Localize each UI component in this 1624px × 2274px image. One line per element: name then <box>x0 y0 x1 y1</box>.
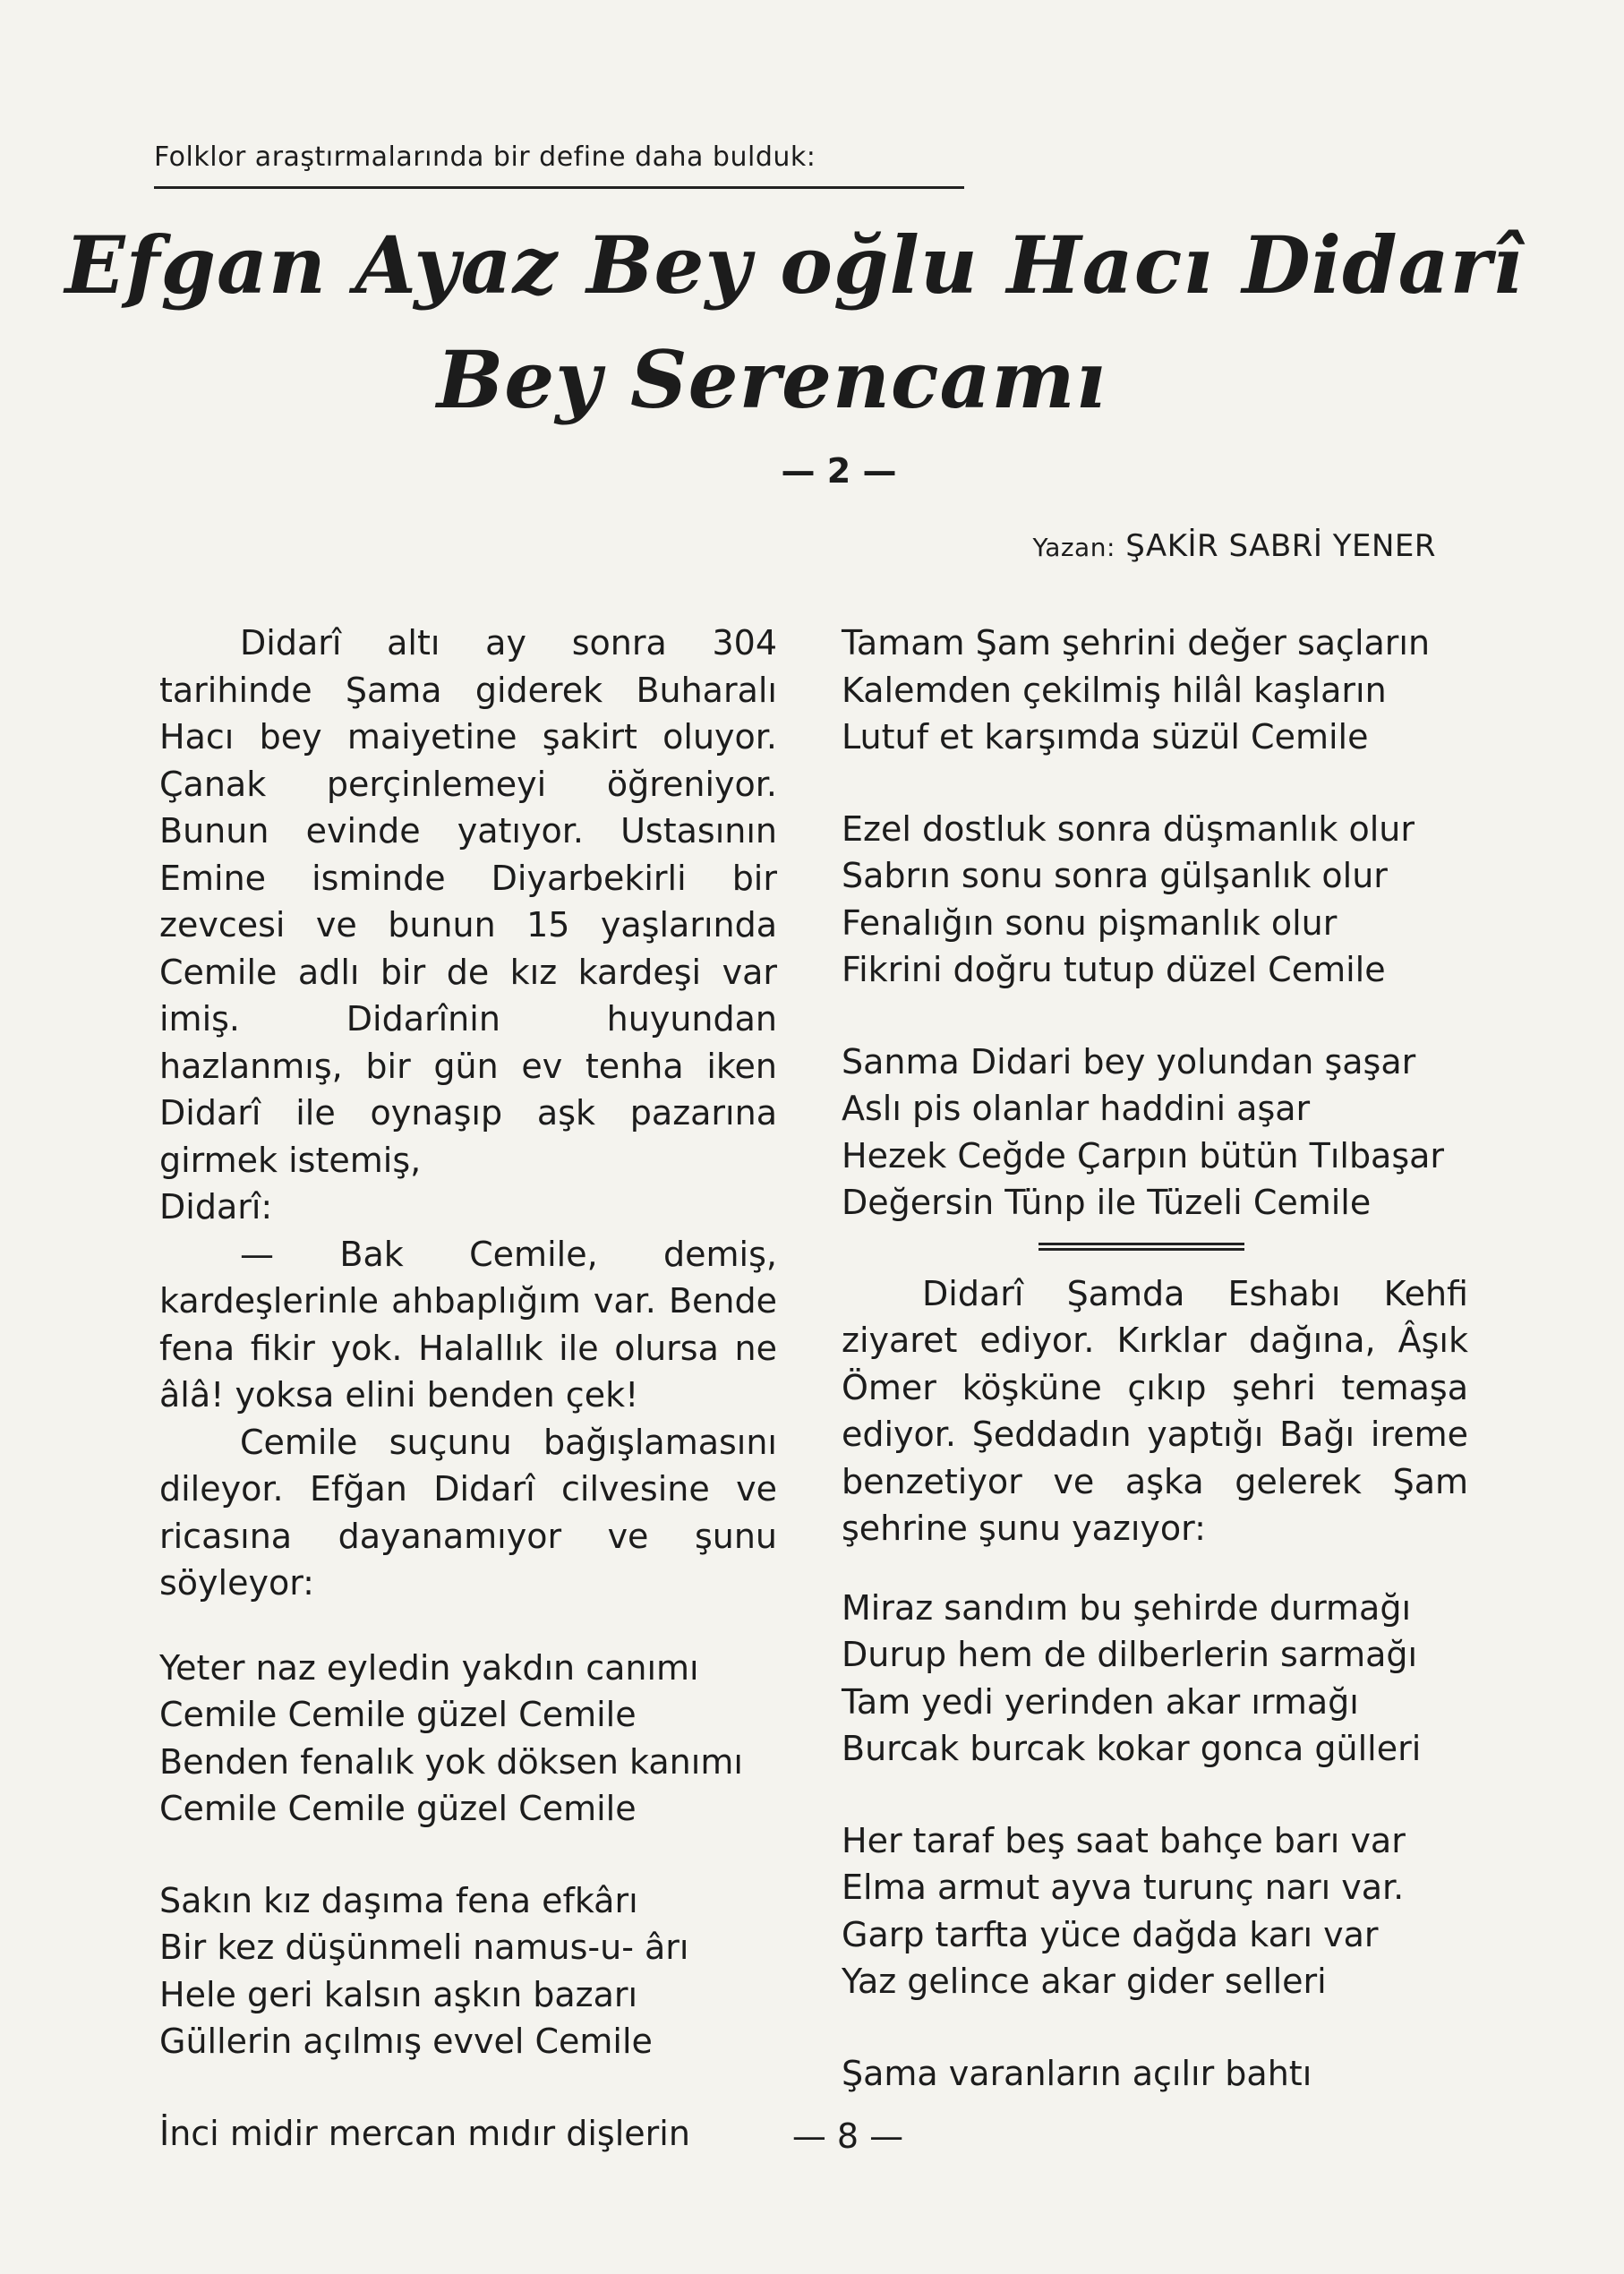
verse-line: Sakın kız daşıma fena efkârı <box>159 1880 638 1920</box>
byline-author: ŞAKİR SABRİ YENER <box>1125 528 1436 564</box>
verse-line: Fenalığın sonu pişmanlık olur <box>842 902 1338 943</box>
poem-stanza <box>842 1817 1468 2005</box>
verse-line: Tamam Şam şehrini değer saçların <box>842 623 1431 663</box>
poem-stanza <box>842 620 1468 761</box>
poem-stanza <box>842 1585 1468 1773</box>
verse-line: Fikrini doğru tutup düzel Cemile <box>842 950 1386 989</box>
byline <box>1032 528 1436 564</box>
title-line-2: Bey Serencamı <box>436 333 1107 426</box>
verse-line: Cemile Cemile güzel Cemile <box>159 1695 637 1734</box>
poem-stanza <box>159 1877 777 2065</box>
verse-line: Durup hem de dilberlerin sarmağı <box>842 1635 1418 1674</box>
verse-line: Bir kez düşünmeli namus-u- ârı <box>159 1928 689 1967</box>
article-title <box>0 208 1624 437</box>
narrative-paragraph-3: Didarî Şamda Eshabı Kehfi ziyaret ediyor. Kırklar dağına, Âşık Ömer köşküne çıkıp şehri temaşa ediyor. Şeddadın yaptığı Bağı ireme benzetiyor ve aşka gelerek Şam şehrine şunu yazıyor: <box>842 1273 1468 1548</box>
verse-line: Şama varanların açılır bahtı <box>842 2053 1312 2093</box>
verse-line: Tam yedi yerinden akar ırmağı <box>842 1681 1359 1722</box>
dialog-paragraph: — Bak Cemile, demiş, kardeşlerinle ahbaplığım var. Bende fena fikir yok. Halallık ile olursa ne âlâ! yoksa elini benden çek! <box>159 1234 777 1415</box>
poem-stanza <box>159 1645 777 1833</box>
verse-line: Garp tarfta yüce dağda karı var <box>842 1914 1379 1954</box>
verse-line: Değersin Tünp ile Tüzeli Cemile <box>842 1183 1372 1222</box>
left-column <box>159 620 777 2201</box>
verse-line: Ezel dostluk sonra düşmanlık olur <box>842 808 1415 849</box>
poem-stanza <box>842 2050 1468 2098</box>
verse-line: Cemile Cemile güzel Cemile <box>159 1789 637 1828</box>
section-divider <box>1039 1243 1244 1251</box>
verse-line: Yaz gelince akar gider selleri <box>842 1962 1327 2001</box>
verse-line: Yeter naz eyledin yakdın canımı <box>159 1647 699 1688</box>
verse-line: Kalemden çekilmiş hilâl kaşların <box>842 670 1387 710</box>
verse-line: Miraz sandım bu şehirde durmağı <box>842 1587 1411 1628</box>
part-number: — 2 — <box>781 451 897 491</box>
title-line-1: Efgan Ayaz Bey oğlu Hacı Didarî <box>64 218 1524 312</box>
poem-stanza <box>842 1039 1468 1227</box>
page-number: — 8 — <box>791 2116 904 2156</box>
verse-line: Güllerin açılmış evvel Cemile <box>159 2022 653 2061</box>
verse-line: Burcak burcak kokar gonca gülleri <box>842 1729 1422 1768</box>
verse-line: Hezek Ceğde Çarpın bütün Tılbaşar <box>842 1135 1445 1175</box>
verse-line: Elma armut ayva turunç narı var. <box>842 1868 1405 1907</box>
poem-stanza <box>842 806 1468 994</box>
verse-line: Sabrın sonu sonra gülşanlık olur <box>842 856 1388 895</box>
verse-line: Her taraf beş saat bahçe barı var <box>842 1820 1406 1860</box>
verse-line: Aslı pis olanlar haddini aşar <box>842 1089 1311 1128</box>
byline-label: Yazan: <box>1032 533 1115 562</box>
header-rule <box>154 186 964 189</box>
verse-line: İnci midir mercan mıdır dişlerin <box>159 2113 690 2153</box>
narrative-text: Didarî altı ay sonra 304 tarihinde Şama giderek Buharalı Hacı bey maiyetine şakirt oluyor. Çanak perçinlemeyi öğreniyor. Bunun evinde yatıyor. Ustasının Emine isminde Diyarbekirli bir zevcesi ve bunun 15 yaşlarında Cemile adlı bir de kız kardeşi var imiş. Didarînin huyundan hazlanmış, bir gün ev tenha iken Didarî ile oynaşıp aşk pazarına girmek istemiş, <box>159 623 777 1180</box>
verse-line: Benden fenalık yok döksen kanımı <box>159 1741 743 1782</box>
verse-line: Sanma Didari bey yolundan şaşar <box>842 1041 1416 1081</box>
narrative-text-end: Didarî: <box>159 1187 273 1227</box>
narrative-paragraph <box>159 620 777 1231</box>
narrative-paragraph-2: Cemile suçunu bağışlamasını dileyor. Efğan Didarî cilvesine ve ricasına dayanamıyor ve şunu söyleyor: <box>159 1422 777 1603</box>
verse-line: Lutuf et karşımda süzül Cemile <box>842 717 1369 757</box>
verse-line: Hele geri kalsın aşkın bazarı <box>159 1974 638 2014</box>
right-column <box>842 620 1468 2141</box>
series-title: Folklor araştırmalarında bir define daha bulduk: <box>154 141 816 173</box>
